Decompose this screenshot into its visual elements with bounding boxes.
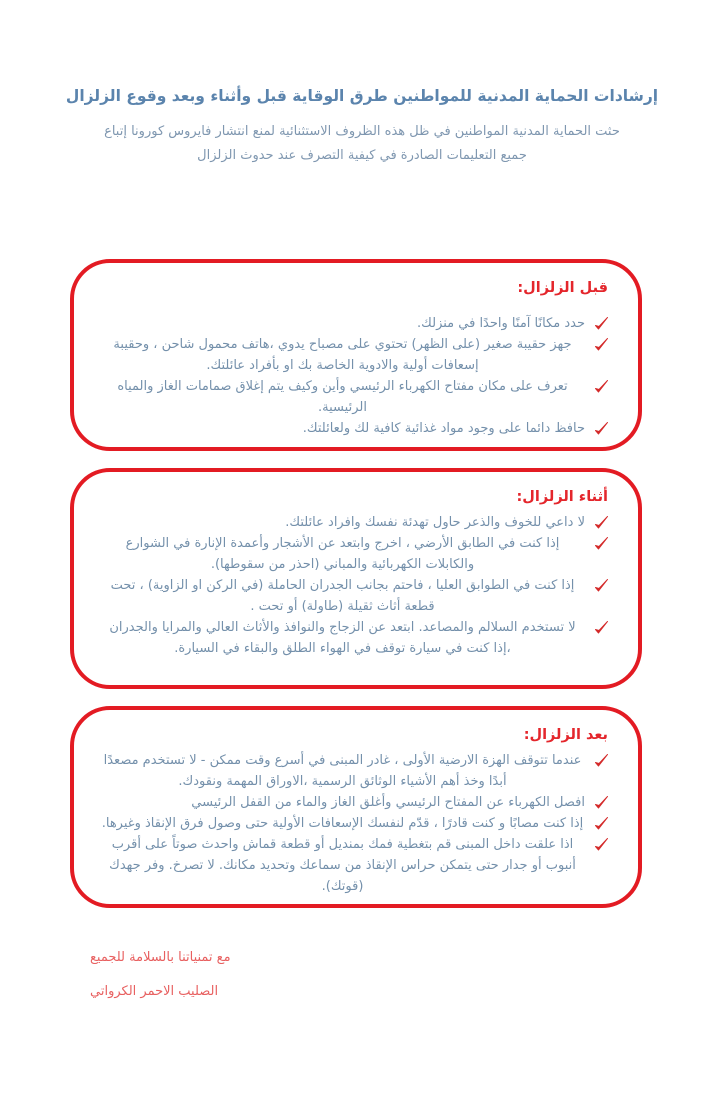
bullet-list xyxy=(100,313,608,439)
bullet-text: جهز حقيبة صغير (على الظهر) تحتوي على مصباح يدوي ،هاتف محمول شاحن ، وحقيبة إسعافات أولية والادوية الخاصة بك او بأفراد عائلتك. xyxy=(113,336,572,373)
checkmark-icon xyxy=(594,621,608,635)
bullet-text: حدد مكانًا آمنًا واحدًا في منزلك. xyxy=(417,315,585,331)
bullet-item xyxy=(100,813,608,834)
checkmark-icon xyxy=(594,537,608,551)
bullet-list xyxy=(100,512,608,659)
bullet-text: حافظ دائما على وجود مواد غذائية كافية لك ولعائلتك. xyxy=(302,420,585,436)
bullet-item xyxy=(100,792,608,813)
page-subtitle: حثت الحماية المدنية المواطنين في ظل هذه الظروف الاستثنائية لمنع انتشار فايروس كورونا إتباع جميع التعليمات الصادرة في كيفية التصرف عند حدوث الزلزال xyxy=(104,123,620,163)
footer xyxy=(90,948,231,1015)
footer-organization-line: الصليب الاحمر الكرواتي xyxy=(90,983,219,999)
bullet-text: تعرف على مكان مفتاح الكهرباء الرئيسي وأين وكيف يتم إغلاق صمامات الغاز والمياه الرئيسية. xyxy=(117,378,568,415)
bullet-text: إذا كنت مصابًا و كنت قادرًا ، قدّم لنفسك الإسعافات الأولية حتى وصول فرق الإنقاذ وغيرها. xyxy=(101,815,584,831)
checkmark-icon xyxy=(594,317,608,331)
bullet-item xyxy=(100,750,608,792)
section-heading: أثناء الزلزال: xyxy=(516,489,608,505)
bullet-text: إذا كنت في الطابق الأرضي ، اخرج وابتعد عن الأشجار وأعمدة الإنارة في الشوارع والكابلات الكهربائية والمباني (احذر من سقوطها). xyxy=(125,535,560,572)
bullet-item xyxy=(100,376,608,418)
page-title: إرشادات الحماية المدنية للمواطنين طرق الوقاية قبل وأثناء وبعد وقوع الزلزال xyxy=(65,87,659,105)
footer-wishes-line: مع تمنياتنا بالسلامة للجميع xyxy=(90,950,231,965)
bullet-item xyxy=(100,575,608,617)
bullet-text: عندما تتوقف الهزة الارضية الأولى ، غادر المبنى في أسرع وقت ممكن - لا تستخدم مصعدًا أبدًا وخذ أهم الأشياء الوثائق الرسمية ،الاوراق المهمة ونقودك. xyxy=(103,752,582,789)
bullet-text: لا داعي للخوف والذعر حاول تهدئة نفسك وافراد عائلتك. xyxy=(285,514,585,530)
section-after-earthquake xyxy=(70,706,642,908)
checkmark-icon xyxy=(594,838,608,852)
section-heading: بعد الزلزال: xyxy=(523,727,608,743)
section-during-earthquake xyxy=(70,468,642,689)
bullet-text: لا تستخدم السلالم والمصاعد. ابتعد عن الزجاج والنوافذ والأثاث العالي والمرايا والجدران ،إذا كنت في سيارة توقف في الهواء الطلق والبقاء في السيارة. xyxy=(109,619,576,656)
section-heading: قبل الزلزال: xyxy=(517,280,608,296)
bullet-item xyxy=(100,617,608,659)
checkmark-icon xyxy=(594,817,608,831)
checkmark-icon xyxy=(594,516,608,530)
bullet-item xyxy=(100,834,608,897)
checkmark-icon xyxy=(594,380,608,394)
bullet-item xyxy=(100,533,608,575)
checkmark-icon xyxy=(594,338,608,352)
bullet-item xyxy=(100,418,608,439)
bullet-list xyxy=(100,750,608,897)
checkmark-icon xyxy=(594,422,608,436)
bullet-item xyxy=(100,512,608,533)
section-before-earthquake xyxy=(70,259,642,451)
checkmark-icon xyxy=(594,796,608,810)
checkmark-icon xyxy=(594,579,608,593)
bullet-text: افصل الكهرباء عن المفتاح الرئيسي وأغلق الغاز والماء من القفل الرئيسي xyxy=(191,794,585,810)
bullet-item xyxy=(100,334,608,376)
checkmark-icon xyxy=(594,754,608,768)
bullet-text: اذا علقت داخل المبنى قم بتغطية فمك بمنديل أو قطعة قماش واحدث صوتاً على أقرب أنبوب أو جدار حتى يتمكن حراس الإنقاذ من سماعك وتحديد مكانك. لا تصرخ. وفر جهدك (قوتك). xyxy=(109,836,576,894)
document-page xyxy=(0,86,724,1110)
bullet-text: إذا كنت في الطوابق العليا ، فاحتم بجانب الجدران الحاملة (في الركن او الزاوية) ، تحت قطعة أثاث ثقيلة (طاولة) أو تحت . xyxy=(110,577,575,614)
bullet-item xyxy=(100,313,608,334)
